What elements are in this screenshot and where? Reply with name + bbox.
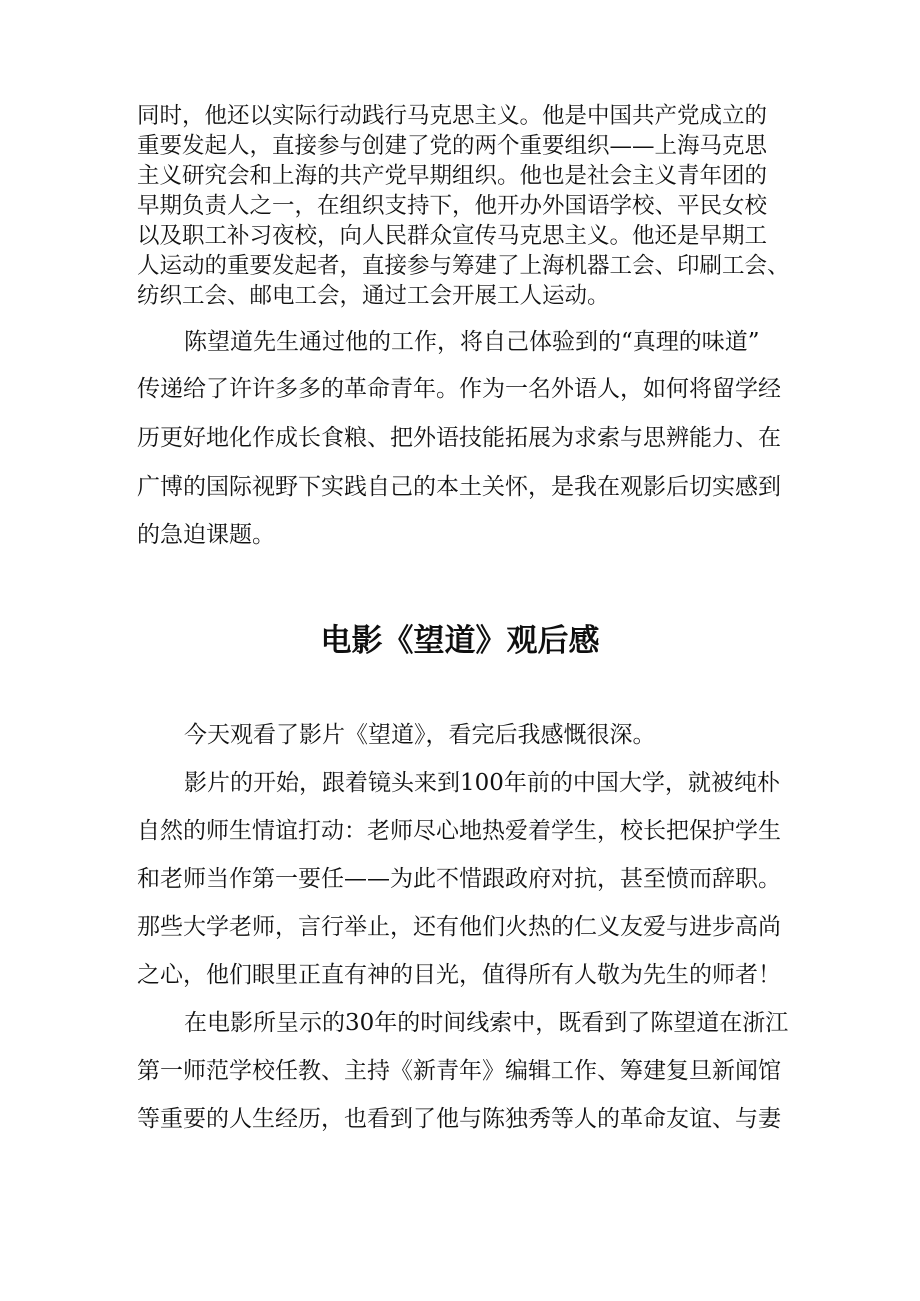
page-title: 电影《望道》观后感 [320,623,600,659]
paragraph-line: 历更好地化作成长食粮、把外语技能拓展为求索与思辨能力、在 [137,425,781,451]
paragraph-line: 今天观看了影片《望道》，看完后我感慨很深。 [184,722,656,748]
paragraph-line: 等重要的人生经历，也看到了他与陈独秀等人的革命友谊、与妻 [137,1106,781,1132]
paragraph-line: 广博的国际视野下实践自己的本土关怀，是我在观影后切实感到 [137,474,781,500]
paragraph-line: 主义研究会和上海的共产党早期组织。他也是社会主义青年团的 [137,163,768,189]
paragraph-line: 陈望道先生通过他的工作，将自己体验到的“真理的味道” [184,329,760,355]
paragraph-line: 在电影所呈示的30年的时间线索中，既看到了陈望道在浙江 [184,1010,789,1036]
paragraph-line: 以及职工补习夜校，向人民群众宣传马克思主义。他还是早期工 [137,223,768,249]
paragraph-line: 同时，他还以实际行动践行马克思主义。他是中国共产党成立的 [137,103,768,129]
paragraph-line: 之心，他们眼里正直有神的目光，值得所有人敬为先生的师者！ [137,962,781,988]
paragraph-line: 传递给了许许多多的革命青年。作为一名外语人，如何将留学经 [137,376,781,402]
paragraph-line: 和老师当作第一要任——为此不惜跟政府对抗，甚至愤而辞职。 [137,866,781,892]
paragraph-line: 影片的开始，跟着镜头来到100年前的中国大学，就被纯朴 [184,770,780,796]
paragraph-line: 的急迫课题。 [137,522,275,548]
paragraph-line: 重要发起人，直接参与创建了党的两个重要组织——上海马克思 [137,133,768,159]
paragraph-line: 人运动的重要发起者，直接参与筹建了上海机器工会、印刷工会、 [137,253,790,279]
paragraph-line: 早期负责人之一，在组织支持下，他开办外国语学校、平民女校 [137,193,768,219]
paragraph-line: 那些大学老师，言行举止，还有他们火热的仁义友爱与进步高尚 [137,914,781,940]
paragraph-line: 自然的师生情谊打动：老师尽心地热爱着学生，校长把保护学生 [137,818,781,844]
paragraph-line: 纺织工会、邮电工会，通过工会开展工人运动。 [137,283,610,309]
paragraph-line: 第一师范学校任教、主持《新青年》编辑工作、筹建复旦新闻馆 [137,1058,781,1084]
